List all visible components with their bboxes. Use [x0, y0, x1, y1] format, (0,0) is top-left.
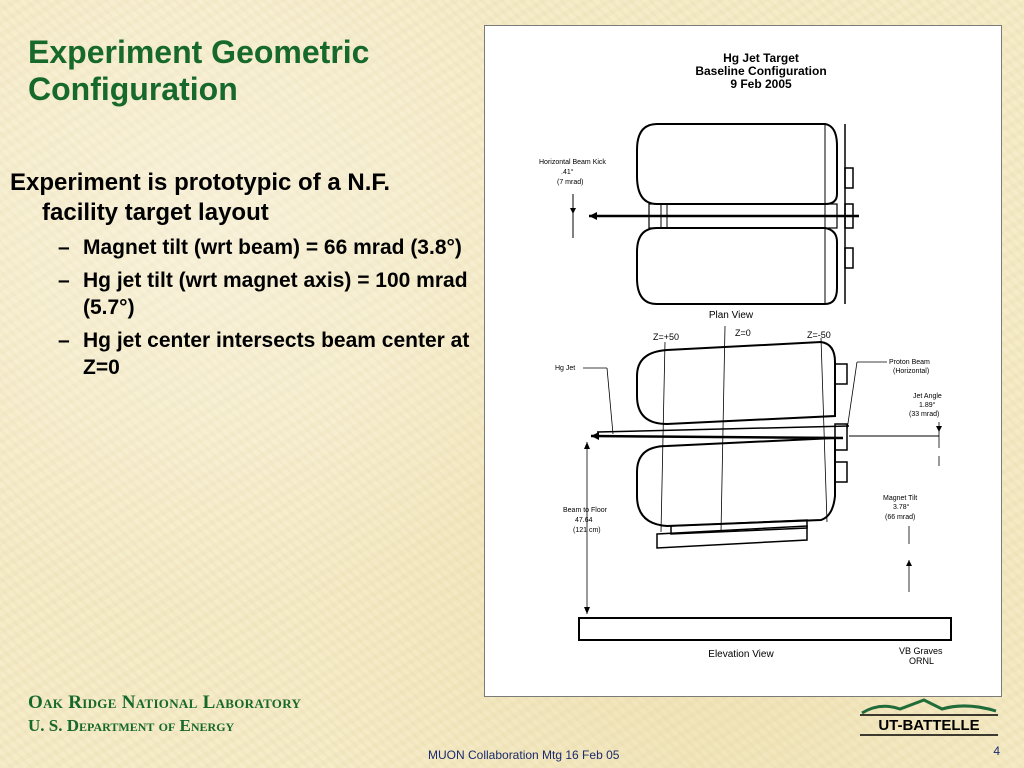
org-name: Oak Ridge National Laboratory: [28, 692, 302, 713]
svg-text:(33 mrad): (33 mrad): [909, 411, 940, 418]
slide-body: [10, 168, 470, 387]
hg-jet-annotation: [555, 365, 613, 434]
svg-text:(121 cm): (121 cm): [573, 527, 601, 534]
drawing-title-line3: 9 Feb 2005: [730, 77, 792, 91]
drawing-title-line1: Hg Jet Target: [723, 51, 799, 65]
horizontal-kick-annotation: [539, 159, 606, 238]
sub-bullet: – Hg jet center intersects beam center at Z=0: [58, 329, 470, 379]
sub-bullet-list: [10, 234, 470, 381]
author-org: ORNL: [909, 656, 935, 666]
drawing-title-line2: Baseline Configuration: [695, 64, 827, 78]
svg-text:3.78°: 3.78°: [893, 504, 910, 511]
svg-text:(Horizontal): (Horizontal): [893, 368, 930, 375]
svg-text:Z=0: Z=0: [735, 328, 751, 338]
floor-slab: [579, 618, 951, 640]
svg-text:Hg Jet: Hg Jet: [555, 365, 576, 372]
sub-bullet: – Hg jet tilt (wrt magnet axis) = 100 mrad (5.7°): [58, 269, 468, 319]
slide-title: Experiment Geometric Configuration: [28, 34, 370, 107]
drawing-svg: [485, 26, 1001, 696]
elevation-view-label: Elevation View: [708, 649, 774, 660]
sub-bullet: – Magnet tilt (wrt beam) = 66 mrad (3.8°): [58, 236, 462, 259]
svg-text:UT-BATTELLE: UT-BATTELLE: [878, 717, 980, 734]
department-name: U. S. Department of Energy: [28, 716, 235, 735]
svg-text:Z=-50: Z=-50: [807, 330, 831, 340]
svg-text:(7 mrad): (7 mrad): [557, 179, 584, 186]
svg-text:Z=+50: Z=+50: [653, 332, 680, 342]
main-bullet: Experiment is prototypic of a N.F. facility target layout: [10, 169, 391, 226]
meeting-footer: MUON Collaboration Mtg 16 Feb 05: [428, 748, 620, 762]
svg-text:Proton Beam: Proton Beam: [889, 359, 930, 366]
ut-battelle-logo: [858, 696, 1000, 740]
plan-view: [589, 124, 859, 304]
svg-text:.41°: .41°: [561, 169, 574, 176]
svg-text:1.89°: 1.89°: [919, 402, 936, 409]
svg-text:Beam to Floor: Beam to Floor: [563, 507, 607, 514]
svg-text:Jet Angle: Jet Angle: [913, 393, 942, 400]
configuration-drawing: [484, 25, 1002, 697]
svg-text:Magnet Tilt: Magnet Tilt: [883, 495, 918, 502]
z-labels: [653, 328, 831, 342]
svg-text:(66 mrad): (66 mrad): [885, 514, 916, 521]
beam-to-floor-annotation: [563, 442, 608, 614]
svg-text:47.64: 47.64: [575, 517, 593, 524]
svg-text:Horizontal Beam Kick: Horizontal Beam Kick: [539, 159, 606, 166]
magnet-tilt-annotation: [883, 495, 917, 592]
author-name: VB Graves: [899, 646, 943, 656]
plan-view-label: Plan View: [708, 310, 754, 321]
page-number: 4: [993, 744, 1000, 758]
jet-angle-annotation: [909, 393, 942, 466]
